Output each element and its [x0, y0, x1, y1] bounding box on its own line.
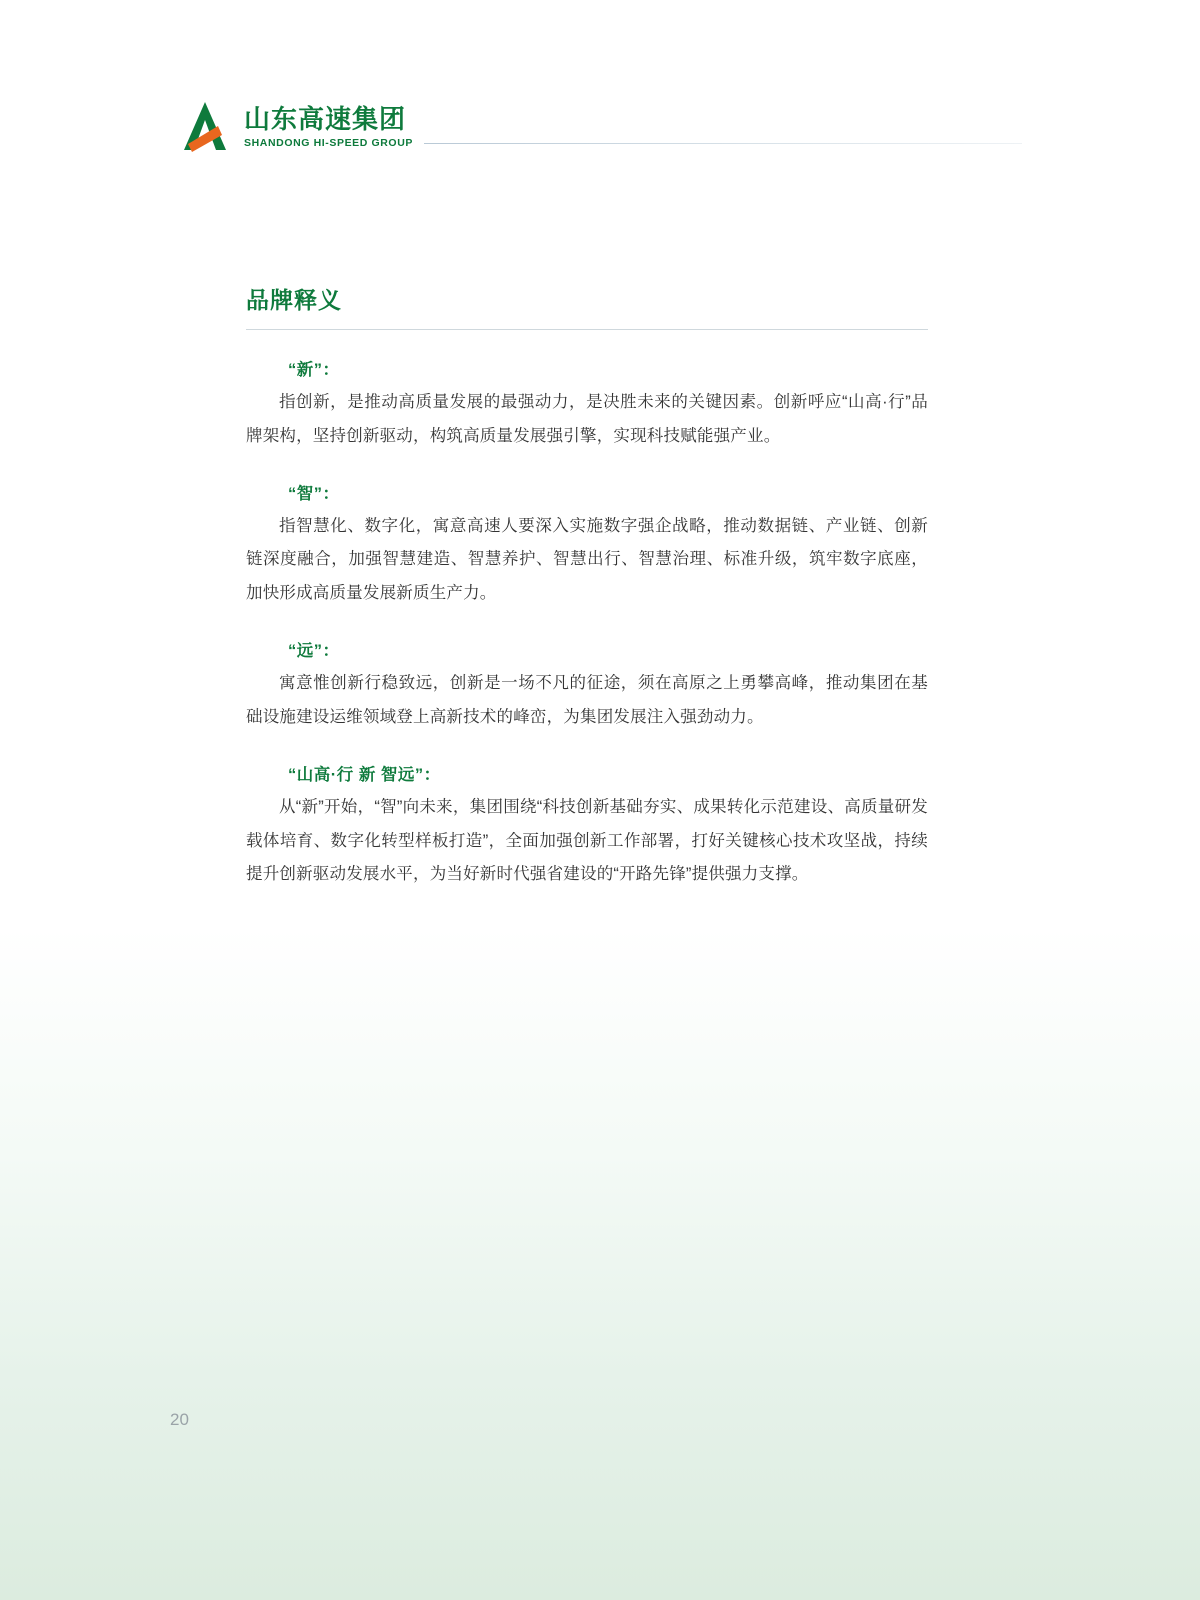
brand-logo	[178, 100, 413, 154]
brand-logo-text	[244, 103, 413, 149]
definition-text: 指创新，是推动高质量发展的最强动力，是决胜未来的关键因素。创新呼应“山高·行”品牌架构，坚持创新驱动，构筑高质量发展强引擎，实现科技赋能强产业。	[246, 393, 928, 445]
header-divider	[424, 143, 1022, 144]
definition-term: “智”：	[288, 484, 340, 503]
definition-term: “山高·行 新 智远”：	[288, 765, 441, 784]
definition-text: 从“新”开始，“智”向未来，集团围绕“科技创新基础夯实、成果转化示范建设、高质量研发载体培育、数字化转型样板打造”，全面加强创新工作部署，打好关键核心技术攻坚战，持续提升创新驱动发展水平，为当好新时代强省建设的“开路先锋”提供强力支撑。	[246, 797, 928, 884]
brand-name-cn: 山东高速集团	[244, 103, 407, 134]
brand-name-en: SHANDONG HI-SPEED GROUP	[244, 136, 413, 149]
page-content	[246, 282, 928, 918]
definition-block-xin	[246, 356, 928, 454]
definition-block-yuan	[246, 637, 928, 735]
page-title: 品牌释义	[246, 287, 342, 313]
definition-term: “新”：	[288, 361, 340, 379]
definition-block-slogan	[246, 761, 928, 892]
definition-text: 指智慧化、数字化，寓意高速人要深入实施数字强企战略，推动数据链、产业链、创新链深度融合，加强智慧建造、智慧养护、智慧出行、智慧治理、标准升级，筑牢数字底座，加快形成高质量发展新质生产力。	[246, 516, 928, 603]
definition-text: 寓意惟创新行稳致远，创新是一场不凡的征途，须在高原之上勇攀高峰，推动集团在基础设施建设运维领域登上高新技术的峰峦，为集团发展注入强劲动力。	[246, 674, 928, 726]
page-header	[178, 100, 1022, 160]
definition-block-zhi	[246, 480, 928, 611]
definition-term: “远”：	[288, 642, 340, 661]
page-number: 20	[170, 1410, 189, 1429]
title-divider	[246, 329, 928, 330]
shandong-hi-speed-a-mark-icon	[178, 100, 234, 154]
